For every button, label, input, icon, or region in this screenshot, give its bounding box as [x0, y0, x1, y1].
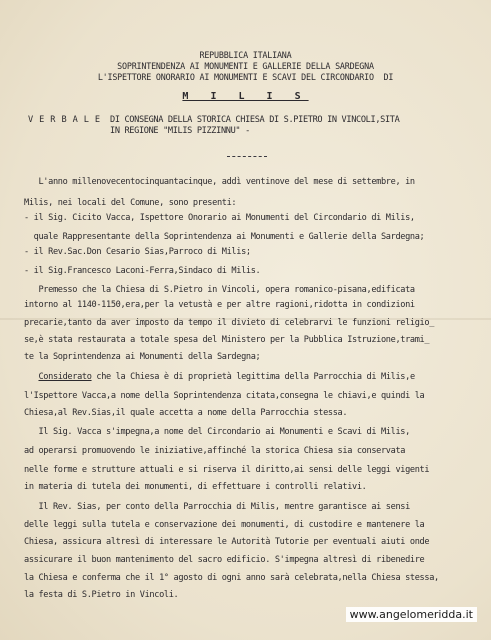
body-line: quale Rappresentante della Soprintendenza ai Monumenti e Gallerie della Sardegna; — [24, 232, 425, 242]
body-line: precarie,tanto da aver imposto da tempo il divieto di celebrarvi le funzioni religio_ — [24, 318, 435, 328]
body-line: - il Sig. Cicito Vacca, Ispettore Onorario ai Monumenti del Circondario di Milis, — [24, 213, 415, 223]
verbale-subject-2: IN REGIONE "MILIS PIZZINNU" - — [110, 126, 250, 136]
body-line: Chiesa, assicura altresì di interessare le Autorità Tutorie per eventuali aiuti onde — [24, 537, 430, 547]
body-line: se,è stata restaurata a totale spesa del Ministero per la Pubblica Istruzione,trami_ — [24, 335, 430, 345]
body-line: intorno al 1140-1150,era,per la vetustà e per altre ragioni,ridotta in condizioni — [24, 300, 415, 310]
verbale-subject-1: DI CONSEGNA DELLA STORICA CHIESA DI S.PIETRO IN VINCOLI,SITA — [110, 115, 400, 125]
separator — [227, 156, 267, 157]
body-line: Considerato che la Chiesa è di proprietà legittima della Parrocchia di Milis,e — [38, 372, 415, 382]
header-soprintendenza: SOPRINTENDENZA AI MONUMENTI E GALLERIE DELLA SARDEGNA — [117, 61, 374, 71]
header-republic: REPUBBLICA ITALIANA — [199, 50, 292, 60]
body-line: Premesso che la Chiesa di S.Pietro in Vincoli, opera romanico-pisana,edificata — [24, 285, 415, 295]
body-line: Chiesa,al Rev.Sias,il quale accetta a nome della Parrocchia stessa. — [24, 408, 348, 418]
body-line: la festa di S.Pietro in Vincoli. — [24, 590, 179, 600]
body-line: l'Ispettore Vacca,a nome della Soprintendenza citata,consegna le chiavi,e quindi la — [24, 391, 425, 401]
body-line: delle leggi sulla tutela e conservazione dei monumenti, di custodire e mantenere la — [24, 520, 425, 530]
body-line: L'anno millenovecentocinquantacinque, addì ventinove del mese di settembre, in — [24, 177, 415, 187]
body-line: ad operarsi promuovendo le iniziative,affinché la storica Chiesa sia conservata — [24, 446, 406, 456]
watermark: www.angelomeridda.it — [346, 607, 477, 622]
body-line: te la Soprintendenza ai Monumenti della Sardegna; — [24, 352, 261, 362]
body-line: la Chiesa e conferma che il 1° agosto di ogni anno sarà celebrata,nella Chiesa stessa, — [24, 573, 439, 583]
body-line: - il Rev.Sac.Don Cesario Sias,Parroco di Milis; — [24, 247, 251, 257]
body-line: - il Sig.Francesco Laconi-Ferra,Sindaco di Milis. — [24, 266, 261, 276]
body-line: Il Sig. Vacca s'impegna,a nome del Circondario ai Monumenti e Scavi di Milis, — [24, 427, 410, 437]
body-line: assicurare il buon mantenimento del sacro edificio. S'impegna altresì di ribenedire — [24, 555, 425, 565]
header-ispettore: L'ISPETTORE ONORARIO AI MONUMENTI E SCAVI DEL CIRCONDARIO DI — [97, 72, 394, 82]
body-line: Il Rev. Sias, per conto della Parrocchia di Milis, mentre garantisce ai sensi — [24, 502, 410, 512]
body-line: in materia di tutela dei monumenti, di effettuare i controlli relativi. — [24, 482, 367, 492]
body-line: Milis, nei locali del Comune, sono presenti: — [24, 198, 237, 208]
header-town: M I L I S — [182, 91, 309, 102]
body-line: nelle forme e strutture attuali e si riserva il diritto,ai sensi delle leggi vigenti — [24, 465, 430, 475]
verbale-label: V E R B A L E — [28, 115, 101, 125]
